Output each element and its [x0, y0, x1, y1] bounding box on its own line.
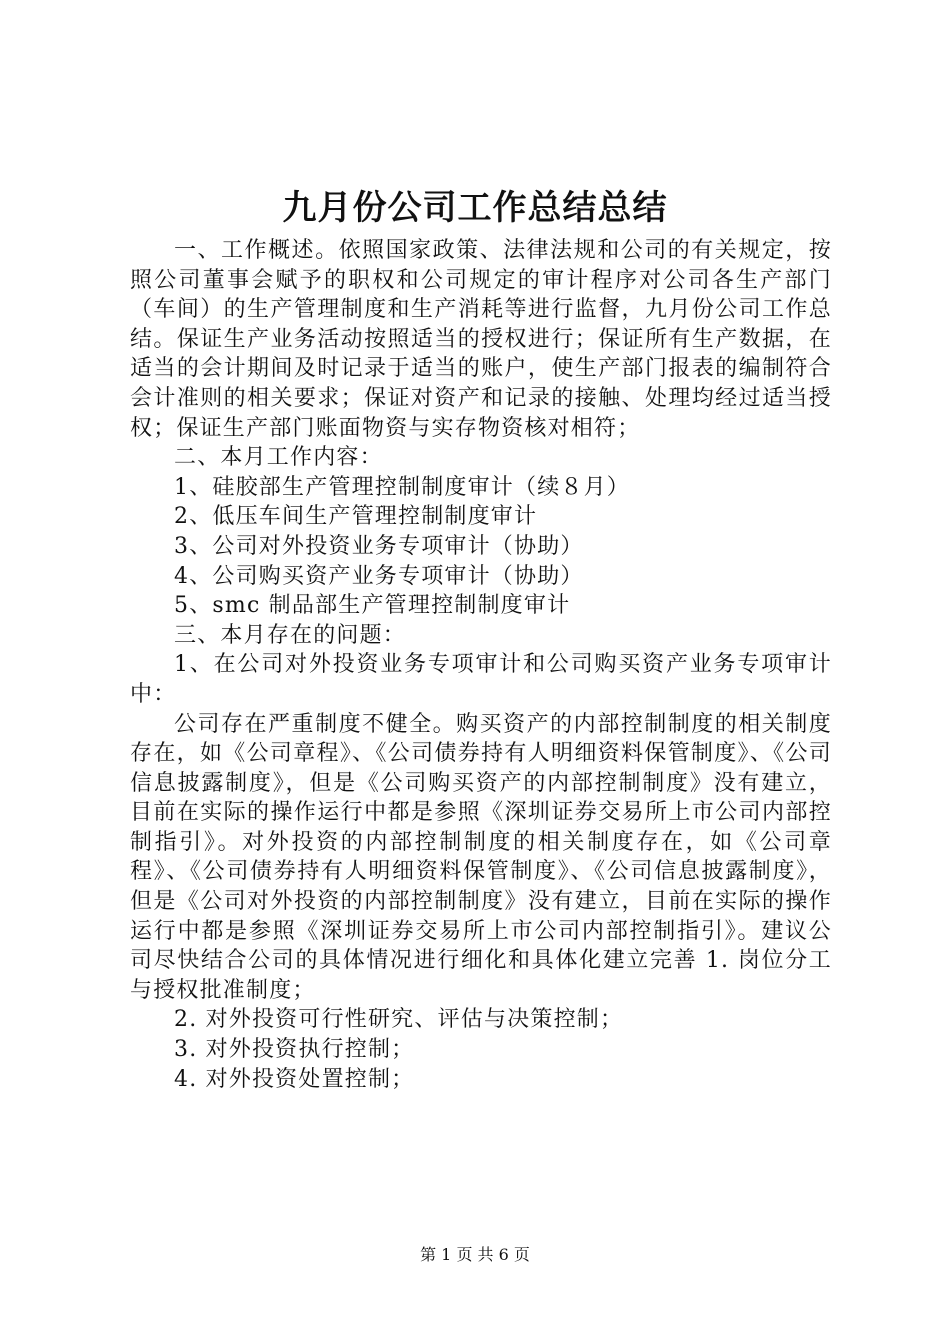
control-item-3: 3. 对外投资执行控制； — [174, 1037, 415, 1063]
work-item-2: 2、低压车间生产管理控制制度审计 — [174, 504, 538, 530]
document-title: 九月份公司工作总结总结 — [282, 188, 668, 228]
section-heading-work-content: 二、本月工作内容： — [174, 445, 383, 471]
control-item-4: 4. 对外投资处置控制； — [174, 1066, 415, 1092]
problem-item-1: 1、在公司对外投资业务专项审计和公司购买资产业务专项审计中： — [130, 652, 832, 707]
section-heading-problems: 三、本月存在的问题： — [174, 622, 407, 648]
work-item-1: 1、硅胶部生产管理控制制度审计（续８月） — [174, 474, 630, 500]
work-item-3: 3、公司对外投资业务专项审计（协助） — [174, 533, 584, 559]
work-item-4: 4、公司购买资产业务专项审计（协助） — [174, 563, 584, 589]
work-item-5: 5、smc 制品部生产管理控制制度审计 — [174, 593, 571, 619]
paragraph-overview: 一、工作概述。依照国家政策、法律法规和公司的有关规定，按照公司董事会赋予的职权和公司规定的审计程序对公司各生产部门（车间）的生产管理制度和生产消耗等进行监督，九月份公司工作总结。保证生产业务活动按照适当的授权进行；保证所有生产数据，在适当的会计期间及时记录于适当的账户，使生产部门报表的编制符合会计准则的相关要求；保证对资产和记录的接触、处理均经过适当授权；保证生产部门账面物资与实存物资核对相符； — [130, 238, 832, 441]
page-footer: 第 1 页 共 6 页 — [420, 1245, 530, 1264]
document-body — [130, 236, 832, 1094]
control-item-2: 2. 对外投资可行性研究、评估与决策控制； — [174, 1007, 624, 1033]
paragraph-system-issues: 公司存在严重制度不健全。购买资产的内部控制制度的相关制度存在，如《公司章程》、《公司债券持有人明细资料保管制度》、《公司信息披露制度》，但是《公司购买资产的内部控制制度》没有建立，目前在实际的操作运行中都是参照《深圳证券交易所上市公司内部控制指引》。对外投资的内部控制制度的相关制度存在，如《公司章程》、《公司债券持有人明细资料保管制度》、《公司信息披露制度》，但是《公司对外投资的内部控制制度》没有建立，目前在实际的操作运行中都是参照《深圳证券交易所上市公司内部控制指引》。建议公司尽快结合公司的具体情况进行细化和具体化建立完善 1. 岗位分工与授权批准制度； — [130, 711, 832, 1003]
